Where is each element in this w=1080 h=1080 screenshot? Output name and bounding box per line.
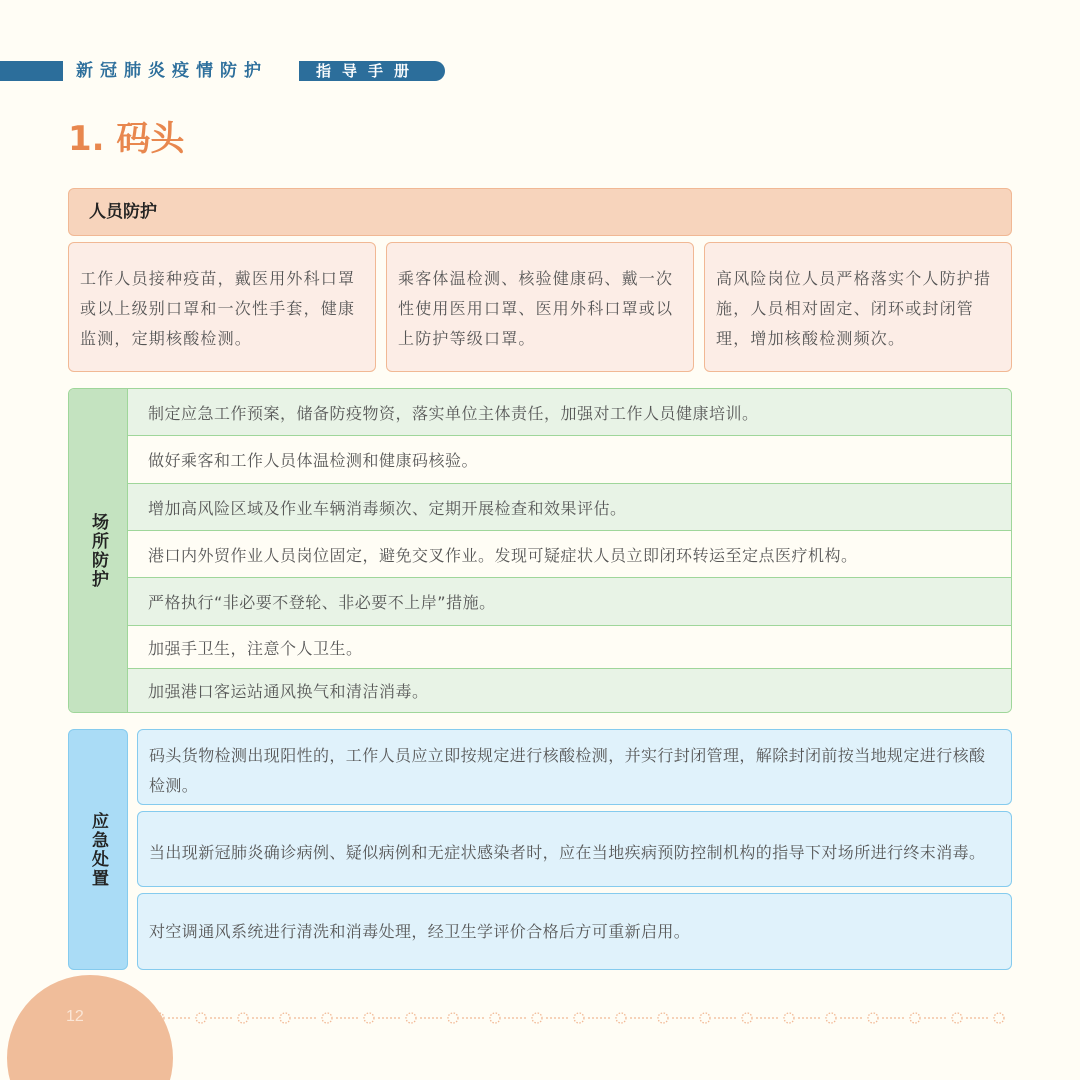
site-protection-label [69,389,128,712]
site-row: 制定应急工作预案，储备防疫物资，落实单位主体责任，加强对工作人员健康培训。 [128,389,1011,436]
page-number-circle [7,975,173,1080]
emergency-card [137,811,1012,887]
page-title: 1. 码头 [68,119,185,159]
personnel-heading: 人员防护 [68,188,1012,236]
header-accent-bar [0,61,63,81]
personnel-card: 高风险岗位人员严格落实个人防护措施，人员相对固定、闭环或封闭管理，增加核酸检测频次。 [704,242,1012,372]
emergency-card-text: 对空调通风系统进行清洗和消毒处理，经卫生学评价合格后方可重新启用。 [149,921,691,941]
site-protection-label-text: 场所防护 [88,512,108,589]
personnel-card: 乘客体温检测、核验健康码、戴一次性使用医用口罩、医用外科口罩或以上防护等级口罩。 [386,242,694,372]
site-row: 做好乘客和工作人员体温检测和健康码核验。 [128,436,1011,484]
emergency-label [68,729,128,970]
site-protection-rows [128,389,1011,712]
site-row: 加强手卫生，注意个人卫生。 [128,626,1011,669]
emergency-card-text: 码头货物检测出现阳性的，工作人员应立即按规定进行核酸检测，并实行封闭管理，解除封闭前按当地规定进行核酸检测。 [149,746,986,795]
emergency-card-text: 当出现新冠肺炎确诊病例、疑似病例和无症状感染者时，应在当地疾病预防控制机构的指导下对场所进行终末消毒。 [149,843,986,862]
site-protection-table [68,388,1012,713]
page-number: 12 [66,1008,84,1025]
header-title: 新冠肺炎疫情防护 [76,61,268,81]
site-row: 港口内外贸作业人员岗位固定，避免交叉作业。发现可疑症状人员立即闭环转运至定点医疗机构。 [128,531,1011,578]
emergency-card [137,893,1012,970]
site-row: 加强港口客运站通风换气和清洁消毒。 [128,669,1011,712]
emergency-card [137,729,1012,805]
site-row: 增加高风险区域及作业车辆消毒频次、定期开展检查和效果评估。 [128,484,1011,531]
emergency-label-text: 应急处置 [88,811,108,888]
header-badge: 指导手册 [299,61,445,81]
personnel-card: 工作人员接种疫苗，戴医用外科口罩或以上级别口罩和一次性手套，健康监测，定期核酸检测。 [68,242,376,372]
site-row: 严格执行“非必要不登轮、非必要不上岸”措施。 [128,578,1011,626]
